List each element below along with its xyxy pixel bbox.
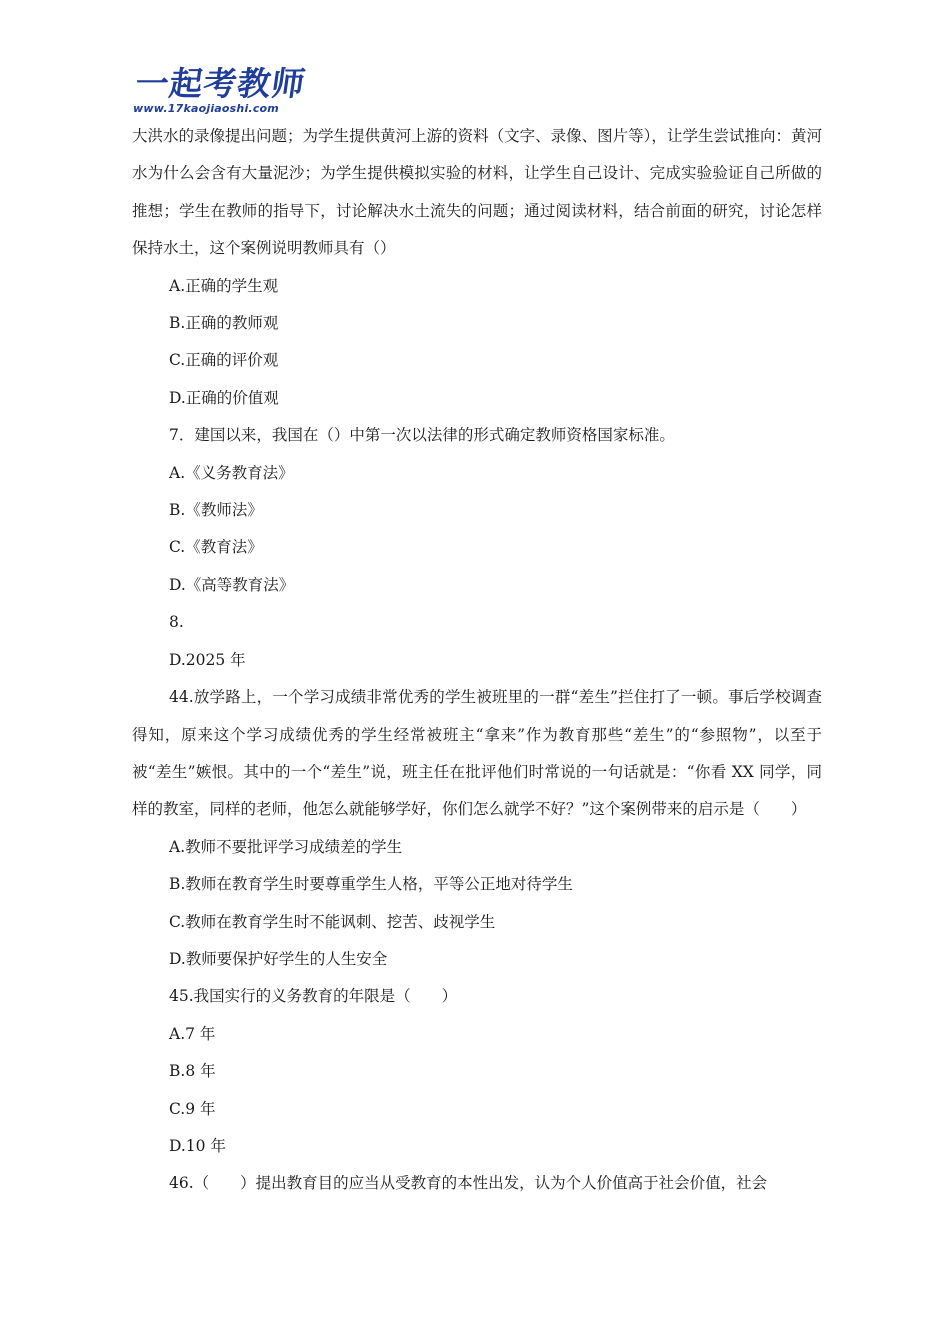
q8-option-d: D.2025 年 [169, 650, 246, 669]
q7-option-d: D.《高等教育法》 [169, 575, 295, 594]
q6-option-c: C.正确的评价观 [169, 351, 279, 370]
logo-title: 一起考教师 [132, 64, 309, 103]
q45-option-d: D.10 年 [169, 1136, 226, 1155]
q44-option-c: C.教师在教育学生时不能讽刺、挖苦、歧视学生 [169, 912, 496, 931]
logo-url: www.17kaojiaoshi.com [133, 102, 279, 115]
q7-option-a: A.《义务教育法》 [169, 463, 294, 482]
question-45: 45.我国实行的义务教育的年限是（ ） [169, 987, 458, 1006]
q45-option-c: C.9 年 [169, 1099, 216, 1118]
q6-option-b: B.正确的教师观 [169, 314, 279, 333]
q44-option-d: D.教师要保护好学生的人生安全 [169, 949, 388, 968]
q6-option-d: D.正确的价值观 [169, 388, 279, 407]
question-46: 46.（ ）提出教育目的应当从受教育的本性出发，认为个人价值高于社会价值，社会 [169, 1174, 768, 1193]
q45-option-b: B.8 年 [169, 1062, 216, 1081]
question-7: 7．建国以来，我国在（）中第一次以法律的形式确定教师资格国家标准。 [169, 426, 675, 445]
q44-option-a: A.教师不要批评学习成绩差的学生 [169, 837, 403, 856]
question-44: 44.放学路上，一个学习成绩非常优秀的学生被班里的一群“差生”拦住打了一顿。事后学校调查得知，原来这个学习成绩优秀的学生经常被班主“拿来”作为教育那些“差生”的“参照物”，以至于被“差生”嫉恨。其中的一个“差生”说，班主任在批评他们时常说的一句话就是：“你看 XX 同学，同样的教室，同样的老师，他怎么就能够学好，你们怎么就学不好？”这个案例带来的启示是（ ） [132, 688, 822, 819]
document-content [132, 118, 822, 1203]
logo [132, 64, 309, 116]
q44-option-b: B.教师在教育学生时要尊重学生人格，平等公正地对待学生 [169, 875, 573, 894]
q7-option-c: C.《教育法》 [169, 538, 263, 557]
question-6-continuation: 大洪水的录像提出问题；为学生提供黄河上游的资料（文字、录像、图片等），让学生尝试推向：黄河水为什么会含有大量泥沙；为学生提供模拟实验的材料，让学生自己设计、完成实验验证自己所做的推想；学生在教师的指导下，讨论解决水土流失的问题；通过阅读材料，结合前面的研究，讨论怎样保持水土，这个案例说明教师具有（） [132, 127, 822, 258]
question-8: 8. [169, 613, 184, 632]
q6-option-a: A.正确的学生观 [169, 276, 279, 295]
q45-option-a: A.7 年 [169, 1024, 216, 1043]
q7-option-b: B.《教师法》 [169, 501, 263, 520]
